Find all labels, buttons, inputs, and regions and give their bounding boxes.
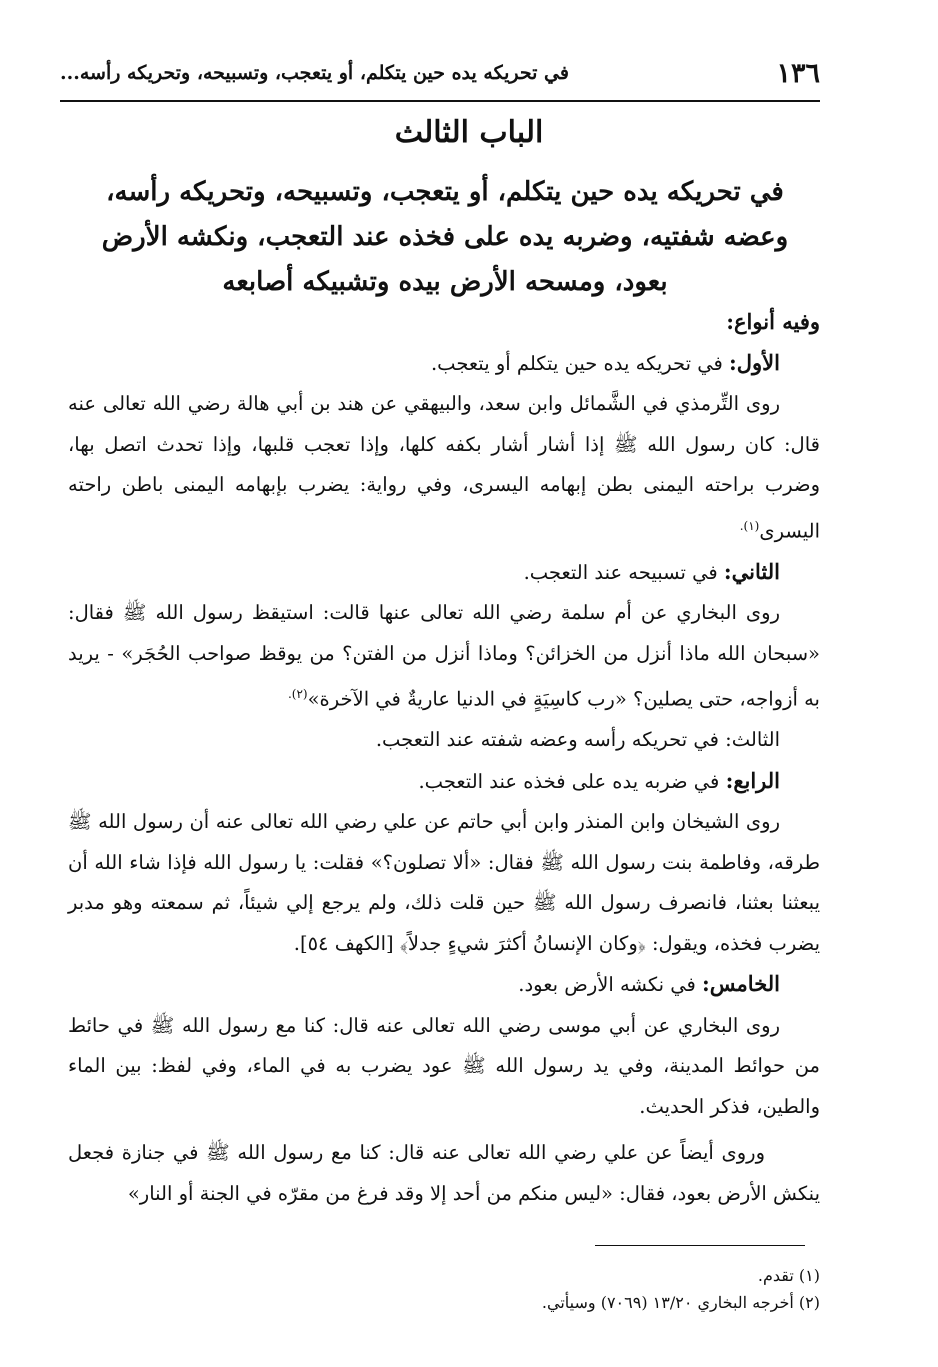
paragraph-text: روى التِّرمذي في الشَّمائل وابن سعد، والبيهقي عن هند بن أبي هالة رضي الله تعالى عنه قال: كان رسول الله ﷺ إذا أشار أشار بكفه كلها، وإذا تعجب قلبها، وإذا تحدث اتصل بها، وضرب براحته اليمنى بطن إبهامه اليسرى، وفي رواية: يضرب بإبهامه اليمنى باطن راحته اليسرى (68, 392, 820, 542)
section-paragraph-1 (68, 384, 820, 552)
section-heading-3 (68, 720, 820, 761)
section-label: الثاني: (723, 558, 780, 584)
section-paragraph-5: روى البخاري عن أبي موسى رضي الله تعالى عنه قال: كنا مع رسول الله ﷺ في حائط من حوائط المدينة، وفي يد رسول الله ﷺ عود يضرب به في الماء، وفي لفظ: بين الماء والطين، فذكر الحديث. (68, 1013, 820, 1118)
section-title: في تسبيحه عند التعجب. (523, 560, 718, 584)
intro-line: وفيه أنواع: (726, 309, 820, 334)
footnotes (120, 1262, 820, 1316)
section-title: في تحريكه يده حين يتكلم أو يتعجب. (430, 351, 723, 375)
section-paragraph-4: روى الشيخان وابن المنذر وابن أبي حاتم عن علي رضي الله تعالى عنه أن رسول الله ﷺ طرقه، وفاطمة بنت رسول الله ﷺ فقال: «ألا تصلون؟» فقلت: يا رسول الله فإذا شاء الله أن يبعثنا بعثنا، فانصرف رسول الله ﷺ حين قلت ذلك، ولم يرجع إلي شيئاً، ثم سمعته وهو مدبر يضرب فخذه، ويقول: ﴿وكان الإنسانُ أكثرَ شيءٍ جدلاً﴾ [الكهف ٥٤]. (68, 810, 820, 955)
running-head: في تحريكه يده حين يتكلم، أو يتعجب، وتسبيحه، وتحريكه رأسه... (60, 62, 569, 84)
chapter-title: الباب الثالث (394, 115, 544, 150)
footnote-divider (595, 1245, 805, 1246)
paragraph-text: روى البخاري عن أم سلمة رضي الله تعالى عنها قالت: استيقظ رسول الله ﷺ فقال: «سبحان الله ماذا أنزل من الخزائن؟ وماذا أنزل من الفتن؟ من يوقظ صواحب الحُجَر» - يريد به أزواجه، حتى يصلين؟ «رب كاسِيَةٍ في الدنيا عاريةٌ في الآخرة» (68, 601, 820, 711)
section-label: الرابع: (725, 767, 780, 793)
section-label: الأول: (729, 349, 780, 375)
section-title: في تحريكه رأسه وعضه شفته عند التعجب. (375, 728, 719, 751)
section-heading-4 (68, 761, 820, 803)
section-heading-5 (68, 964, 820, 1006)
section-label: الخامس: (702, 971, 780, 996)
chapter-subtitle: في تحريكه يده حين يتكلم، أو يتعجب، وتسبيحه، وتحريكه رأسه، وعضه شفتيه، وضربه يده على فخذه عند التعجب، ونكشه الأرض بعود، ومسحه الأرض بيده وتشبيكه أصابعه (101, 177, 789, 297)
page-header (60, 52, 820, 102)
body-text (68, 302, 820, 1214)
footnote-1: (١) تقدم. (757, 1266, 820, 1285)
page-number: ١٣٦ (776, 58, 820, 89)
section-title: في نكشه الأرض بعود. (518, 973, 696, 996)
section-paragraph-2 (68, 593, 820, 720)
section-heading-1 (68, 343, 820, 385)
footnote-2: (٢) أخرجه البخاري ١٣/٢٠ (٧٠٦٩) وسيأتي. (541, 1293, 820, 1312)
footnote-ref: (١). (739, 518, 760, 533)
section-label: الثالث: (725, 728, 780, 751)
section-title: في ضربه يده على فخذه عند التعجب. (418, 769, 720, 793)
footnote-ref: (٢). (287, 687, 308, 701)
section-heading-2 (68, 552, 820, 594)
section-paragraph-5b: وروى أيضاً عن علي رضي الله تعالى عنه قال: كنا مع رسول الله ﷺ في جنازة فجعل ينكش الأرض بعود، فقال: «ليس منكم من أحد إلا وقد فرغ من مقرّه في الجنة أو النار» (68, 1141, 820, 1205)
